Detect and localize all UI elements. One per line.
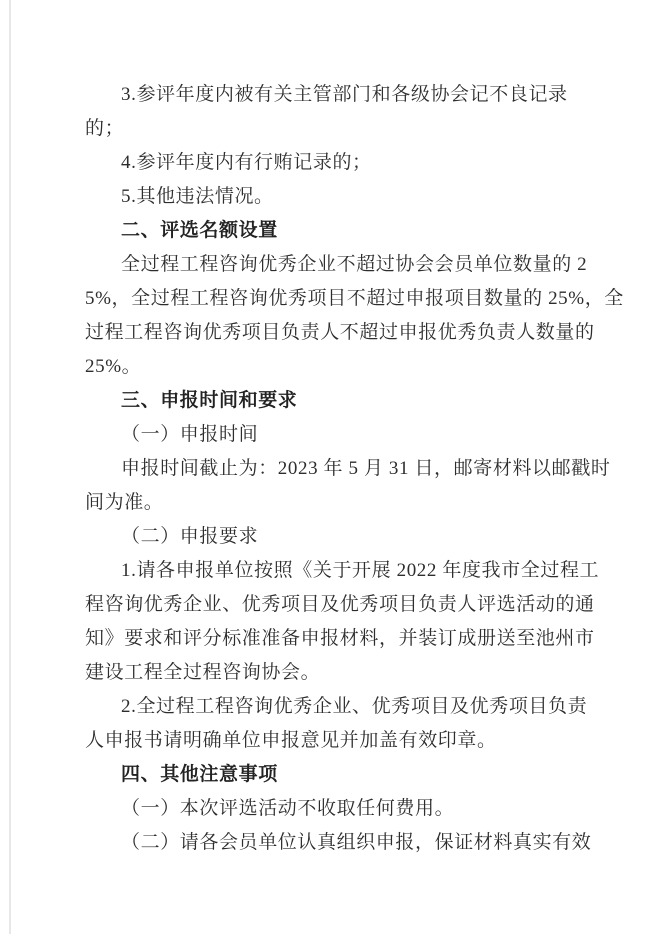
section-heading-4: 四、其他注意事项 xyxy=(121,764,278,785)
body-line: 4.参评年度内有行贿记录的； xyxy=(121,152,372,173)
section-heading-3: 三、申报时间和要求 xyxy=(121,390,298,411)
body-line: 程咨询优秀企业、优秀项目及优秀项目负责人评选活动的通 xyxy=(85,594,595,615)
body-line: 间为准。 xyxy=(85,492,164,513)
body-line: 全过程工程咨询优秀企业不超过协会会员单位数量的 2 xyxy=(121,254,588,275)
body-line: 3.参评年度内被有关主管部门和各级协会记不良记录 xyxy=(121,84,568,105)
body-line: 5%，全过程工程咨询优秀项目不超过申报项目数量的 25%，全 xyxy=(85,288,624,309)
body-line: 25%。 xyxy=(85,356,142,377)
section-heading-2: 二、评选名额设置 xyxy=(121,220,278,241)
body-line: 人申报书请明确单位申报意见并加盖有效印章。 xyxy=(85,730,497,751)
body-line: 5.其他违法情况。 xyxy=(121,186,274,207)
body-line: 过程工程咨询优秀项目负责人不超过申报优秀负责人数量的 xyxy=(85,322,595,343)
document-body xyxy=(85,78,624,860)
scan-artifact-line xyxy=(9,0,11,934)
body-line: 知》要求和评分标准准备申报材料，并装订成册送至池州市 xyxy=(85,628,595,649)
body-line: （二）请各会员单位认真组织申报，保证材料真实有效 xyxy=(121,832,592,853)
sub-heading: （一）申报时间 xyxy=(121,424,259,445)
body-line: 建设工程全过程咨询协会。 xyxy=(85,662,321,683)
body-line: 申报时间截止为：2023 年 5 月 31 日，邮寄材料以邮戳时 xyxy=(121,458,611,479)
body-line: 1.请各申报单位按照《关于开展 2022 年度我市全过程工 xyxy=(121,560,600,581)
body-line: （一）本次评选活动不收取任何费用。 xyxy=(121,798,455,819)
sub-heading: （二）申报要求 xyxy=(121,526,259,547)
body-line: 的； xyxy=(85,118,125,139)
body-line: 2.全过程工程咨询优秀企业、优秀项目及优秀项目负责 xyxy=(121,696,588,717)
